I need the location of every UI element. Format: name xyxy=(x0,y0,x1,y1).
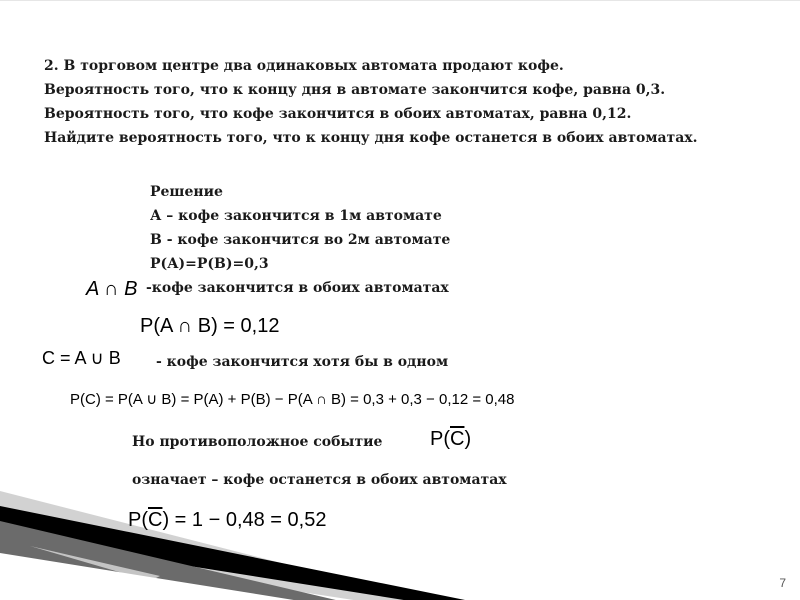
probability-statement: Р(А)=Р(В)=0,3 xyxy=(150,256,269,272)
formula-union: P(C) = P(A ∪ B) = P(A) + P(B) − P(A ∩ B) = 0,3 + 0,3 − 0,12 = 0,48 xyxy=(70,391,515,408)
formula-intersection: P(A ∩ B) = 0,12 xyxy=(140,315,280,337)
opposite-p: P( xyxy=(430,428,450,450)
event-a-definition: А – кофе закончится в 1м автомате xyxy=(150,208,442,224)
problem-line-3: Вероятность того, что кофе закончится в обоих автоматах, равна 0,12. xyxy=(44,106,632,122)
final-p: P( xyxy=(128,509,148,531)
problem-line-4: Найдите вероятность того, что к концу дня кофе останется в обоих автоматах. xyxy=(44,130,698,146)
intersection-symbol: A ∩ B xyxy=(86,278,138,300)
solution-heading: Решение xyxy=(150,184,223,200)
opposite-event-text: Но противоположное событие xyxy=(132,434,383,450)
opposite-c-bar: $\overline{C}$ xyxy=(450,428,465,450)
meaning-text: означает – кофе останется в обоих автоматах xyxy=(132,472,507,488)
opposite-close: ) xyxy=(464,428,472,450)
final-c-bar: $\overline{C}$ xyxy=(148,509,163,531)
intersection-description: -кофе закончится в обоих автоматах xyxy=(146,280,449,296)
problem-line-2: Вероятность того, что к концу дня в автомате закончится кофе, равна 0,3. xyxy=(44,82,666,98)
final-rest: ) = 1 − 0,48 = 0,52 xyxy=(162,509,327,531)
union-symbol: C = A ∪ B xyxy=(42,348,121,368)
decorative-swoosh xyxy=(0,1,800,600)
event-b-definition: В - кофе закончится во 2м автомате xyxy=(150,232,451,248)
page-number: 7 xyxy=(779,576,786,590)
union-description: - кофе закончится хотя бы в одном xyxy=(156,354,449,370)
problem-line-1: 2. В торговом центре два одинаковых автомата продают кофе. xyxy=(44,58,564,74)
